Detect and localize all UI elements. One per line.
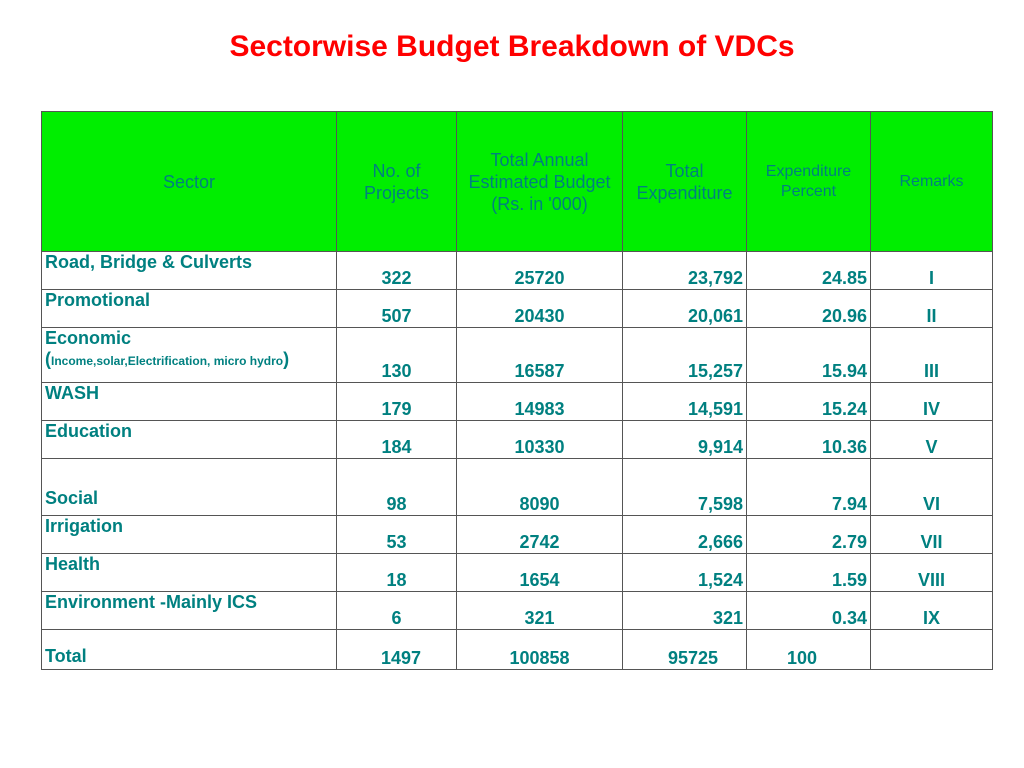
percent-cell: 20.96	[747, 290, 871, 328]
projects-cell: 6	[337, 592, 457, 630]
header-projects: No. of Projects	[337, 112, 457, 252]
sector-note-close: )	[283, 349, 290, 369]
projects-cell: 53	[337, 516, 457, 554]
header-row	[42, 112, 993, 252]
budget-cell: 1654	[457, 554, 623, 592]
percent-cell: 7.94	[747, 459, 871, 516]
sector-cell: Health	[42, 554, 337, 592]
remarks-cell: V	[871, 421, 993, 459]
header-expenditure: Total Expenditure	[623, 112, 747, 252]
remarks-cell: VI	[871, 459, 993, 516]
budget-cell: 321	[457, 592, 623, 630]
expenditure-cell: 20,061	[623, 290, 747, 328]
total-budget: 100858	[457, 630, 623, 670]
budget-cell: 8090	[457, 459, 623, 516]
expenditure-cell: 7,598	[623, 459, 747, 516]
table-row	[42, 252, 993, 290]
projects-cell: 98	[337, 459, 457, 516]
budget-cell: 14983	[457, 383, 623, 421]
budget-cell: 25720	[457, 252, 623, 290]
expenditure-cell: 1,524	[623, 554, 747, 592]
percent-cell: 0.34	[747, 592, 871, 630]
total-percent: 100	[747, 630, 871, 670]
header-sector: Sector	[42, 112, 337, 252]
remarks-cell: VIII	[871, 554, 993, 592]
budget-cell: 10330	[457, 421, 623, 459]
projects-cell: 184	[337, 421, 457, 459]
budget-cell: 2742	[457, 516, 623, 554]
remarks-cell: II	[871, 290, 993, 328]
total-row	[42, 630, 993, 670]
expenditure-cell: 23,792	[623, 252, 747, 290]
percent-cell: 15.24	[747, 383, 871, 421]
sector-note-open: (	[45, 349, 51, 369]
table-row	[42, 554, 993, 592]
percent-cell: 1.59	[747, 554, 871, 592]
remarks-cell: I	[871, 252, 993, 290]
table-row	[42, 290, 993, 328]
sector-cell: Environment -Mainly ICS	[42, 592, 337, 630]
table-row	[42, 592, 993, 630]
sector-cell: Promotional	[42, 290, 337, 328]
budget-cell: 16587	[457, 328, 623, 383]
expenditure-cell: 9,914	[623, 421, 747, 459]
total-expenditure: 95725	[623, 630, 747, 670]
table-row	[42, 459, 993, 516]
sector-label: Economic	[45, 328, 132, 348]
projects-cell: 18	[337, 554, 457, 592]
header-remarks: Remarks	[871, 112, 993, 252]
projects-cell: 507	[337, 290, 457, 328]
remarks-cell: VII	[871, 516, 993, 554]
sector-cell: Social	[42, 459, 337, 516]
sector-cell	[42, 328, 337, 383]
table-row	[42, 516, 993, 554]
projects-cell: 130	[337, 328, 457, 383]
total-remarks	[871, 630, 993, 670]
projects-cell: 179	[337, 383, 457, 421]
table-row	[42, 383, 993, 421]
sector-cell: Education	[42, 421, 337, 459]
percent-cell: 10.36	[747, 421, 871, 459]
expenditure-cell: 321	[623, 592, 747, 630]
percent-cell: 24.85	[747, 252, 871, 290]
remarks-cell: III	[871, 328, 993, 383]
remarks-cell: IV	[871, 383, 993, 421]
budget-cell: 20430	[457, 290, 623, 328]
expenditure-cell: 15,257	[623, 328, 747, 383]
table-row	[42, 421, 993, 459]
expenditure-cell: 2,666	[623, 516, 747, 554]
table-row	[42, 328, 993, 383]
budget-table	[41, 111, 993, 670]
sector-note: Income,solar,Electrification, micro hydro	[51, 354, 284, 368]
remarks-cell: IX	[871, 592, 993, 630]
sector-cell: Irrigation	[42, 516, 337, 554]
percent-cell: 15.94	[747, 328, 871, 383]
total-label: Total	[42, 630, 337, 670]
sector-cell: WASH	[42, 383, 337, 421]
header-percent: Expenditure Percent	[747, 112, 871, 252]
header-budget: Total Annual Estimated Budget (Rs. in '000)	[457, 112, 623, 252]
percent-cell: 2.79	[747, 516, 871, 554]
total-projects: 1497	[337, 630, 457, 670]
sector-cell: Road, Bridge & Culverts	[42, 252, 337, 290]
projects-cell: 322	[337, 252, 457, 290]
expenditure-cell: 14,591	[623, 383, 747, 421]
page-title: Sectorwise Budget Breakdown of VDCs	[229, 30, 795, 63]
